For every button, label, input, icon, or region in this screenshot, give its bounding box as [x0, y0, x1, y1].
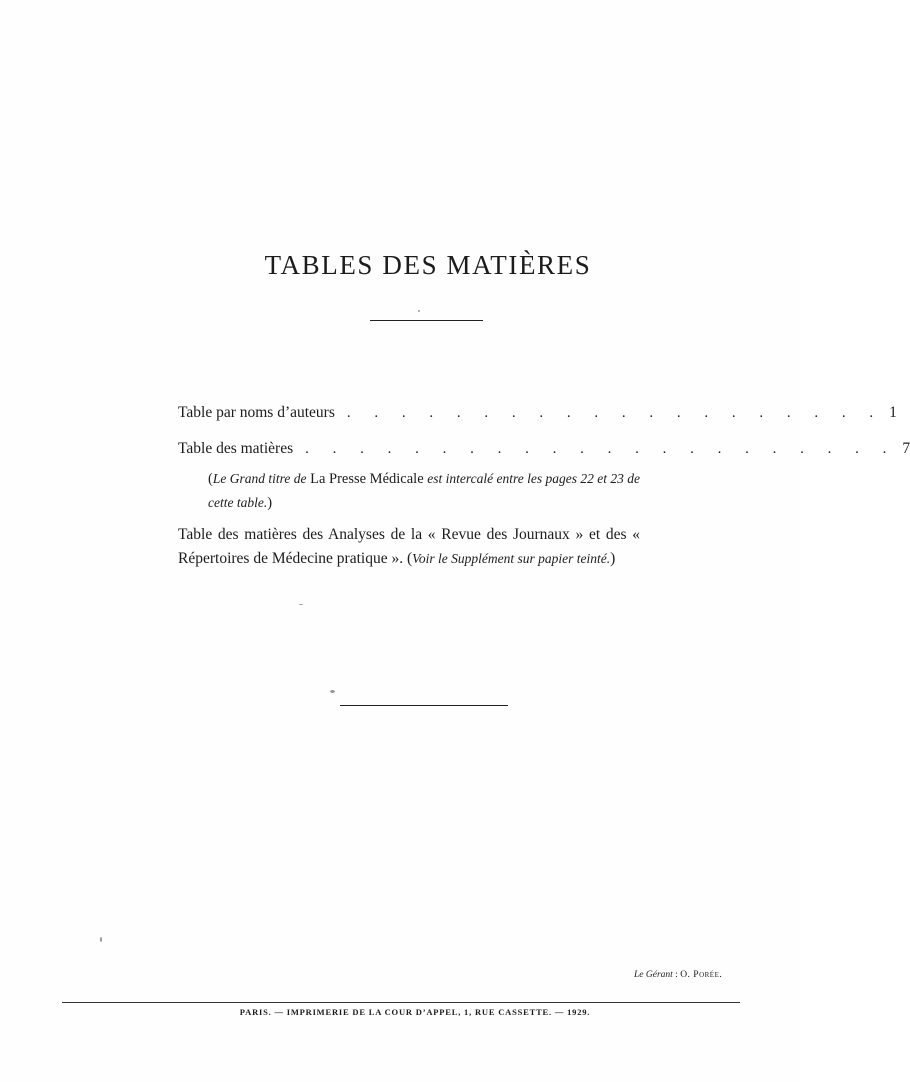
- toc-entry-authors: [178, 404, 897, 426]
- journal-name: La Presse Médicale: [310, 471, 424, 487]
- title-rule: [370, 320, 483, 321]
- gerant-signature: [634, 970, 722, 980]
- note-italic-text-2: est intercalé entre les pages 22 et 23 de cette table.: [208, 471, 640, 510]
- note-open-paren: (: [208, 471, 213, 487]
- analyses-text: Table des matières des Analyses de la « Revue des Journaux » et des « Répertoires de Médecine pratique ».: [178, 526, 640, 567]
- note-italic-text: Le Grand titre de: [212, 471, 307, 486]
- toc-entry-subjects: [178, 440, 910, 462]
- print-speck: [299, 604, 303, 605]
- print-speck: [418, 310, 420, 312]
- page-title: TABLES DES MATIÈRES: [264, 250, 592, 280]
- analyses-close-paren: ): [610, 550, 616, 567]
- toc-page-number: 1: [889, 404, 897, 421]
- section-rule: [340, 705, 508, 706]
- toc-note: [208, 467, 640, 515]
- printer-imprint: PARIS. — IMPRIMERIE DE LA COUR D’APPEL, 1, RUE CASSETTE. — 1929.: [239, 1007, 591, 1017]
- gerant-separator: :: [675, 970, 678, 980]
- print-speck: [100, 937, 102, 942]
- toc-entry-label: Table par noms d’auteurs: [178, 404, 335, 421]
- analyses-open-paren: (: [406, 550, 413, 567]
- toc-entry-analyses: [178, 523, 640, 571]
- toc-page-number: 7: [902, 440, 910, 457]
- note-close-paren: ): [267, 495, 273, 511]
- gerant-label: Le Gérant: [634, 970, 673, 980]
- toc-leader-dots: . . . . . . . . . . . . . . . . . . . . . .: [305, 441, 897, 457]
- gerant-name: O. Porée.: [680, 970, 723, 980]
- toc-leader-dots: . . . . . . . . . . . . . . . . . . . .: [346, 405, 884, 421]
- footer-rule: [62, 1002, 740, 1003]
- analyses-italic-text: Voir le Supplément sur papier teinté.: [412, 551, 611, 566]
- print-speck: [330, 690, 335, 693]
- toc-entry-label: Table des matières: [178, 440, 294, 457]
